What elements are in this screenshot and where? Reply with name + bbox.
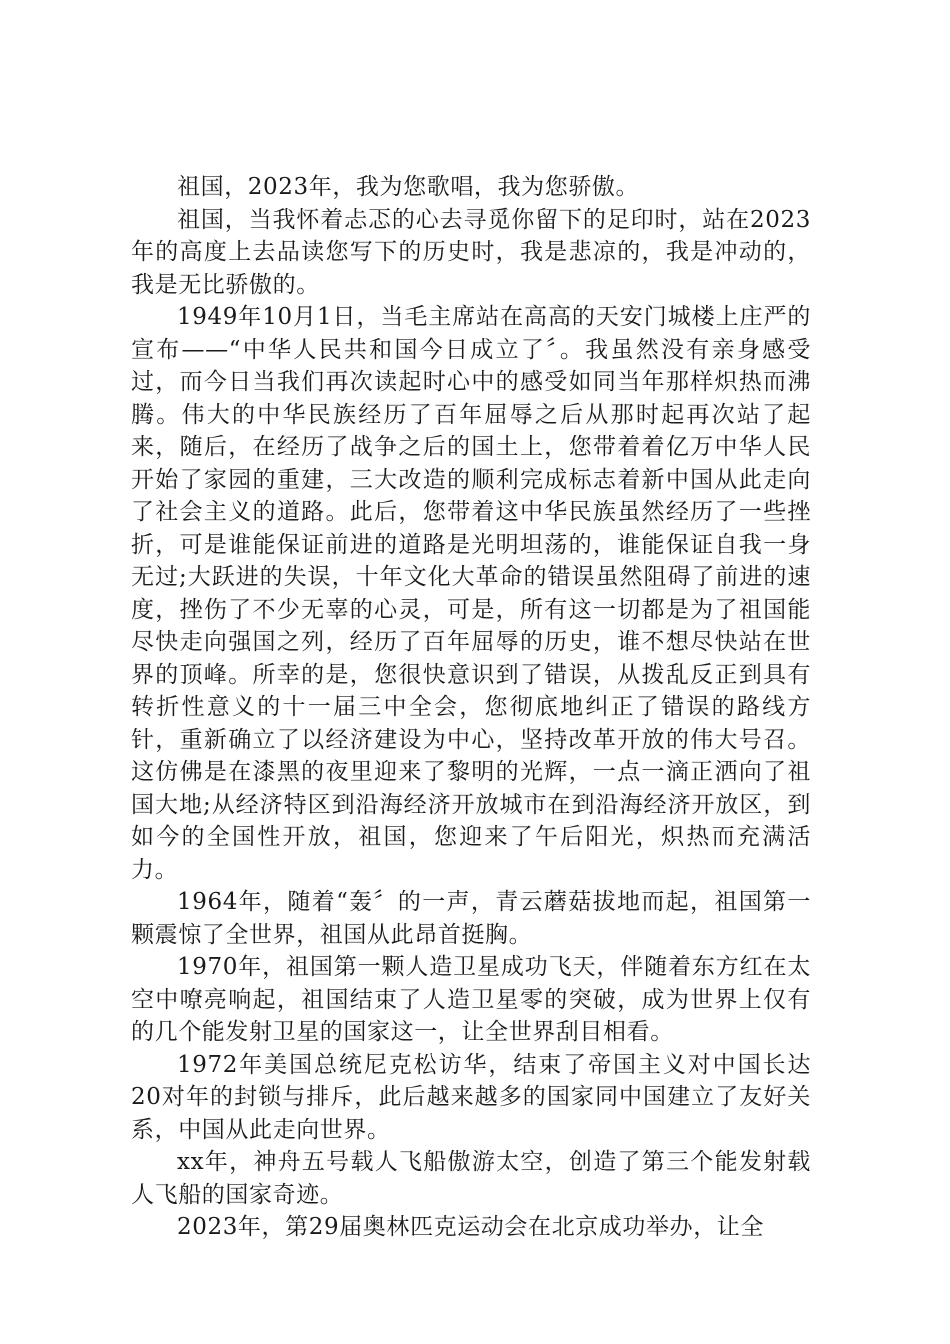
paragraph: 祖国，当我怀着忐忑的心去寻觅你留下的足印时，站在2023年的高度上去品读您写下的历史时，我是悲凉的，我是冲动的，我是无比骄傲的。 (131, 206, 811, 298)
paragraph: 1972年美国总统尼克松访华，结束了帝国主义对中国长达20对年的封锁与排斥，此后越来越多的国家同中国建立了友好关系，中国从此走向世界。 (131, 1051, 811, 1143)
paragraph: xx年，神舟五号载人飞船傲游太空，创造了第三个能发射载人飞船的国家奇迹。 (131, 1149, 811, 1208)
document-body (131, 171, 811, 1244)
paragraph: 2023年，第29届奥林匹克运动会在北京成功举办，让全 (177, 1214, 764, 1240)
paragraph: 1964年，随着“轰〞的一声，青云蘑菇拔地而起，祖国第一颗震惊了全世界，祖国从此昂首挺胸。 (131, 889, 811, 948)
paragraph: 1949年10月1日，当毛主席站在高高的天安门城楼上庄严的宣布——“中华人民共和国今日成立了〞。我虽然没有亲身感受过，而今日当我们再次读起时心中的感受如同当年那样炽热而沸腾。伟大的中华民族经历了百年屈辱之后从那时起再次站了起来，随后，在经历了战争之后的国土上，您带着着亿万中华人民开始了家园的重建，三大改造的顺利完成标志着新中国从此走向了社会主义的道路。此后，您带着这中华民族虽然经历了一些挫折，可是谁能保证前进的道路是光明坦荡的，谁能保证自我一身无过;大跃进的失误，十年文化大革命的错误虽然阻碍了前进的速度，挫伤了不少无辜的心灵，可是，所有这一切都是为了祖国能尽快走向强国之列，经历了百年屈辱的历史，谁不想尽快站在世界的顶峰。所幸的是，您很快意识到了错误，从拨乱反正到具有转折性意义的十一届三中全会，您彻底地纠正了错误的路线方针，重新确立了以经济建设为中心，坚持改革开放的伟大号召。这仿佛是在漆黑的夜里迎来了黎明的光辉，一点一滴正洒向了祖国大地;从经济特区到沿海经济开放城市在到沿海经济开放区，到如今的全国性开放，祖国，您迎来了午后阳光，炽热而充满活力。 (131, 304, 811, 883)
paragraph: 1970年，祖国第一颗人造卫星成功飞天，伴随着东方红在太空中嘹亮响起，祖国结束了人造卫星零的突破，成为世界上仅有的几个能发射卫星的国家这一，让全世界刮目相看。 (131, 954, 811, 1045)
paragraph: 祖国，2023年，我为您歌唱，我为您骄傲。 (177, 174, 640, 200)
